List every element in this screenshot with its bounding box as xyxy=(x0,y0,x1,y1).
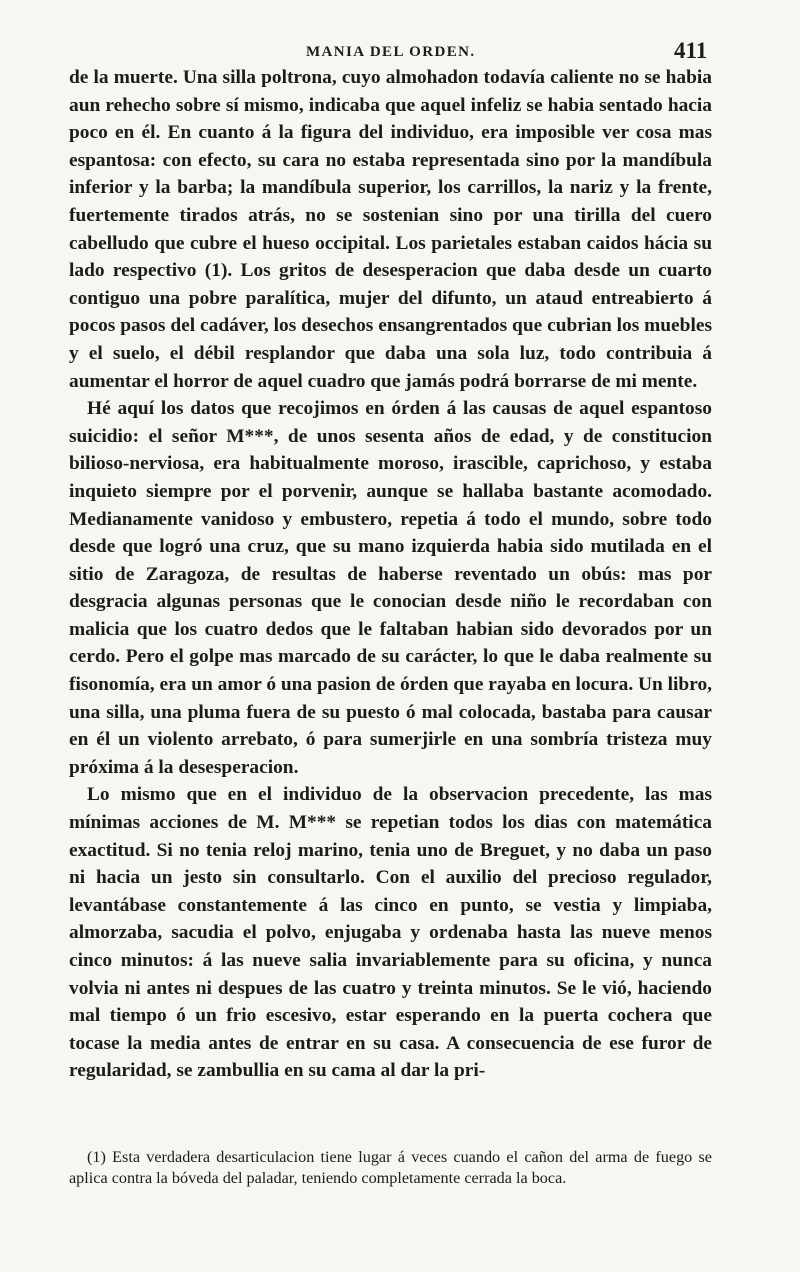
paragraph: Lo mismo que en el individuo de la observacion precedente, las mas mínimas acciones de M. M*** se repetian todos los dias con matemática exactitud. Si no tenia reloj marino, tenia uno de Breguet, y no daba un paso ni hacia un jesto sin consultarlo. Con el auxilio del precioso regulador, levantábase constantemente á las cinco en punto, se vestia y limpiaba, almorzaba, sacudia el polvo, enjugaba y ordenaba hasta las nueve menos cinco minutos: á las nueve salia invariablemente para su oficina, y nunca volvia ni antes ni despues de las cuatro y treinta minutos. Se le vió, haciendo mal tiempo ó un frio escesivo, estar esperando en la puerta cochera que tocase la media antes de entrar en su casa. A consecuencia de ese furor de regularidad, se zambullia en su cama al dar la pri- xyxy=(69,784,712,1082)
footnote xyxy=(69,1147,712,1189)
paragraph: Hé aquí los datos que recojimos en órden á las causas de aquel espantoso suicidio: el señor M***, de unos sesenta años de edad, y de constitucion bilioso-nerviosa, era habitualmente moroso, irascible, caprichoso, y estaba inquieto siempre por el porvenir, aunque se hallaba bastante acomodado. Medianamente vanidoso y embustero, repetia á todo el mundo, sobre todo desde que logró una cruz, que su mano izquierda habia sido mutilada en el sitio de Zaragoza, de resultas de haberse reventado un obús: mas por desgracia algunas personas que le conocian desde niño le recordaban con malicia que los cuatro dedos que le faltaban habian sido devorados por un cerdo. Pero el golpe mas marcado de su carácter, lo que le daba realmente su fisonomía, era un amor ó una pasion de órden que rayaba en locura. Un libro, una silla, una pluma fuera de su puesto ó mal colocada, bastaba para causar en él un violento arrebato, ó para sumerjirle en una sombría tristeza muy próxima á la desesperacion. xyxy=(69,398,713,778)
footnote-text: (1) Esta verdadera desarticulacion tiene lugar á veces cuando el cañon del arma de fuego se aplica contra la bóveda del paladar, teniendo completamente cerrada la boca. xyxy=(69,1148,712,1187)
body-text xyxy=(69,64,712,1085)
paragraph: de la muerte. Una silla poltrona, cuyo almohadon todavía caliente no se habia aun rehecho sobre sí mismo, indicaba que aquel infeliz se habia sentado hacia poco en él. En cuanto á la figura del individuo, era imposible ver cosa mas espantosa: con efecto, su cara no estaba representada sino por la mandíbula inferior y la barba; la mandíbula superior, los carrillos, la nariz y la frente, fuertemente tirados atrás, no se sostenian sino por una tirilla del cuero cabelludo que cubre el hueso occipital. Los parietales estaban caidos hácia su lado respectivo (1). Los gritos de desesperacion que daba desde un cuarto contiguo una pobre paralítica, mujer del difunto, un ataud entreabierto á pocos pasos del cadáver, los desechos ensangrentados que cubrian los muebles y el suelo, el débil resplandor que daba una sola luz, todo contribuia á aumentar el horror de aquel cuadro que jamás podrá borrarse de mi mente. xyxy=(69,67,712,392)
running-head-title: MANIA DEL ORDEN. xyxy=(306,44,476,60)
page-number: 411 xyxy=(674,38,708,63)
